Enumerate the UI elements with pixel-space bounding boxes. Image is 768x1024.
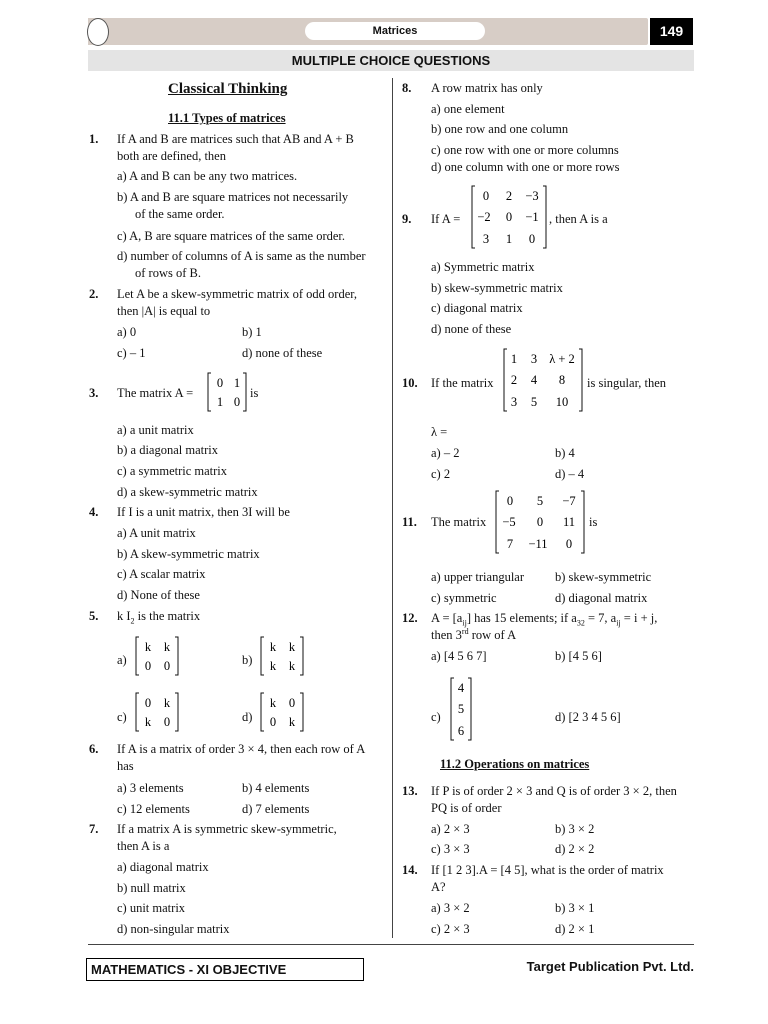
svg-text:3: 3: [482, 232, 490, 246]
svg-text:6: 6: [457, 724, 465, 738]
q1-option-d-cont: of rows of B.: [135, 266, 201, 280]
svg-text:−11: −11: [528, 537, 548, 551]
svg-text:11: 11: [562, 515, 576, 529]
q14-option-a: a) 3 × 2: [431, 901, 470, 915]
q12-number: 12.: [402, 611, 418, 625]
q2-line2: then |A| is equal to: [117, 304, 211, 318]
svg-text:k: k: [269, 640, 277, 654]
q7-option-a: a) diagonal matrix: [117, 860, 209, 874]
q3-number: 3.: [89, 386, 99, 400]
q5-option-d: d): [242, 710, 253, 724]
svg-text:−2: −2: [477, 210, 491, 224]
q5-line1: k $I_2$ is the matrix: [117, 609, 201, 626]
q8-option-c: c) one row with one or more columns: [431, 143, 619, 157]
q11-matrix: [495, 490, 585, 558]
q12-line1: $A = [a_{ij}]$ has 15 elements; if $a_{32} = 7$, $a_{ij} = i + j$,: [431, 611, 658, 628]
q11-option-c: c) symmetric: [431, 591, 497, 605]
svg-text:0: 0: [144, 659, 152, 673]
q1-option-a: a) A and B can be any two matrices.: [117, 169, 298, 183]
q4-option-c: c) A scalar matrix: [117, 567, 206, 581]
svg-text:−3: −3: [525, 189, 539, 203]
q5-number: 5.: [89, 609, 99, 623]
q10-option-d: d) – 4: [555, 467, 585, 481]
svg-text:3: 3: [510, 395, 518, 409]
svg-text:1: 1: [510, 352, 518, 366]
svg-text:0: 0: [565, 537, 573, 551]
q10-option-c: c) 2: [431, 467, 451, 481]
q3-matrix: [207, 372, 247, 416]
q5-option-c: c): [117, 710, 127, 724]
q4-option-a: a) A unit matrix: [117, 526, 196, 540]
q9-option-d: d) none of these: [431, 322, 512, 336]
q12-option-b: b) [4 5 6]: [555, 649, 602, 663]
q4-option-b: b) A skew-symmetric matrix: [117, 547, 260, 561]
q3-stem-end: is: [250, 386, 259, 400]
svg-text:k: k: [269, 659, 277, 673]
q7-option-c: c) unit matrix: [117, 901, 186, 915]
svg-text:−5: −5: [502, 515, 516, 529]
q7-line1: If a matrix A is symmetric skew-symmetric,: [117, 822, 337, 836]
section-title: MULTIPLE CHOICE QUESTIONS: [88, 50, 694, 71]
q5-option-a: a): [117, 653, 127, 667]
q3-m-22: 0: [233, 395, 241, 409]
q9-option-c: c) diagonal matrix: [431, 301, 523, 315]
svg-text:k: k: [288, 659, 296, 673]
svg-text:8: 8: [558, 373, 566, 387]
q2-option-c: c) – 1: [117, 346, 146, 360]
q2-option-b: b) 1: [242, 325, 262, 339]
q13-option-a: a) 2 × 3: [431, 822, 470, 836]
q1-option-b-cont: of the same order.: [135, 207, 225, 221]
q11-option-d: d) diagonal matrix: [555, 591, 648, 605]
q12-line2: then 3rd row of A: [431, 626, 517, 642]
svg-text:0: 0: [505, 210, 513, 224]
q5-matrix-a: [135, 636, 179, 680]
heading-classical-thinking: Classical Thinking: [168, 81, 288, 97]
q6-option-c: c) 12 elements: [117, 802, 190, 816]
q10-stem-end: is singular, then: [587, 376, 667, 390]
q14-line1: If [1 2 3].A = [4 5], what is the order of matrix: [431, 863, 664, 877]
q1-option-d: d) number of columns of A is same as the number: [117, 249, 366, 263]
q10-line2: λ =: [431, 425, 448, 439]
q10-number: 10.: [402, 376, 418, 390]
q6-option-b: b) 4 elements: [242, 781, 310, 795]
svg-text:−7: −7: [562, 494, 576, 508]
q4-number: 4.: [89, 505, 99, 519]
q3-stem: The matrix A =: [117, 386, 194, 400]
svg-text:5: 5: [457, 702, 465, 716]
q12-column-matrix: [450, 677, 472, 745]
subheading-operations: 11.2 Operations on matrices: [440, 757, 590, 771]
svg-text:5: 5: [530, 395, 538, 409]
svg-text:5: 5: [536, 494, 544, 508]
q4-line1: If I is a unit matrix, then 3I will be: [117, 505, 290, 519]
svg-text:4: 4: [457, 681, 465, 695]
svg-text:k: k: [288, 640, 296, 654]
q11-stem-end: is: [589, 515, 598, 529]
footer-rule: [88, 944, 694, 945]
q7-option-b: b) null matrix: [117, 881, 186, 895]
q13-line2: PQ is of order: [431, 801, 502, 815]
q2-option-d: d) none of these: [242, 346, 323, 360]
q1-option-b: b) A and B are square matrices not necessarily: [117, 190, 349, 204]
q8-option-a: a) one element: [431, 102, 505, 116]
q8-option-d: d) one column with one or more rows: [431, 160, 620, 174]
q2-option-a: a) 0: [117, 325, 137, 339]
q13-option-c: c) 3 × 3: [431, 842, 470, 856]
q11-option-a: a) upper triangular: [431, 570, 525, 584]
q12-option-d: d) [2 3 4 5 6]: [555, 710, 621, 724]
svg-text:0: 0: [482, 189, 490, 203]
svg-text:2: 2: [505, 189, 513, 203]
q14-option-d: d) 2 × 1: [555, 922, 595, 936]
svg-text:k: k: [163, 640, 171, 654]
q14-option-b: b) 3 × 1: [555, 901, 595, 915]
q11-option-b: b) skew-symmetric: [555, 570, 652, 584]
q5-option-b: b): [242, 653, 253, 667]
svg-text:0: 0: [144, 696, 152, 710]
q12-option-c: c): [431, 710, 441, 724]
q4-option-d: d) None of these: [117, 588, 200, 602]
svg-text:4: 4: [530, 373, 538, 387]
svg-text:k: k: [144, 640, 152, 654]
q14-line2: A?: [431, 880, 446, 894]
svg-text:1: 1: [505, 232, 513, 246]
header-circle-ornament: [87, 18, 109, 46]
q3-option-a: a) a unit matrix: [117, 423, 194, 437]
q11-stem: The matrix: [431, 515, 487, 529]
q8-option-b: b) one row and one column: [431, 122, 569, 136]
q3-option-b: b) a diagonal matrix: [117, 443, 219, 457]
q8-number: 8.: [402, 81, 412, 95]
chapter-title: Matrices: [305, 22, 485, 40]
svg-text:2: 2: [510, 373, 518, 387]
q1-line1: If A and B are matrices such that AB and A + B: [117, 132, 354, 146]
footer-publisher: Target Publication Pvt. Ltd.: [526, 959, 694, 974]
q1-number: 1.: [89, 132, 99, 146]
svg-text:k: k: [144, 715, 152, 729]
svg-text:k: k: [269, 696, 277, 710]
page-number: 149: [650, 18, 693, 45]
footer-book-title: MATHEMATICS - XI OBJECTIVE: [86, 958, 364, 981]
q7-line2: then A is a: [117, 839, 170, 853]
q13-number: 13.: [402, 784, 418, 798]
svg-text:0: 0: [163, 659, 171, 673]
q3-m-21: 1: [216, 395, 224, 409]
q9-option-a: a) Symmetric matrix: [431, 260, 535, 274]
subheading-types: 11.1 Types of matrices: [168, 111, 286, 125]
svg-text:0: 0: [269, 715, 277, 729]
q9-number: 9.: [402, 212, 412, 226]
q10-stem: If the matrix: [431, 376, 494, 390]
q2-number: 2.: [89, 287, 99, 301]
q6-option-a: a) 3 elements: [117, 781, 184, 795]
svg-text:k: k: [288, 715, 296, 729]
q2-line1: Let A be a skew-symmetric matrix of odd order,: [117, 287, 358, 301]
q1-line2: both are defined, then: [117, 149, 226, 163]
q13-line1: If P is of order 2 × 3 and Q is of order 3 × 2, then: [431, 784, 677, 798]
q10-option-a: a) – 2: [431, 446, 460, 460]
q14-option-c: c) 2 × 3: [431, 922, 470, 936]
svg-text:0: 0: [528, 232, 536, 246]
q9-option-b: b) skew-symmetric matrix: [431, 281, 563, 295]
q9-matrix: [471, 185, 547, 253]
q3-option-c: c) a symmetric matrix: [117, 464, 228, 478]
q3-m-11: 0: [216, 376, 224, 390]
q8-line1: A row matrix has only: [431, 81, 543, 95]
q9-stem: If A =: [431, 212, 461, 226]
q3-option-d: d) a skew-symmetric matrix: [117, 485, 258, 499]
q11-number: 11.: [402, 515, 417, 529]
svg-text:λ + 2: λ + 2: [549, 352, 575, 366]
q13-option-d: d) 2 × 2: [555, 842, 595, 856]
svg-text:0: 0: [288, 696, 296, 710]
column-divider: [392, 78, 393, 938]
svg-text:−1: −1: [525, 210, 539, 224]
q6-line1: If A is a matrix of order 3 × 4, then each row of A: [117, 742, 366, 756]
svg-text:0: 0: [536, 515, 544, 529]
q1-option-c: c) A, B are square matrices of the same order.: [117, 229, 346, 243]
svg-text:10: 10: [555, 395, 569, 409]
svg-text:3: 3: [530, 352, 538, 366]
q5-matrix-c: [135, 692, 179, 736]
q3-m-12: 1: [233, 376, 241, 390]
q6-option-d: d) 7 elements: [242, 802, 310, 816]
svg-text:0: 0: [506, 494, 514, 508]
q6-number: 6.: [89, 742, 99, 756]
svg-text:0: 0: [163, 715, 171, 729]
q10-option-b: b) 4: [555, 446, 575, 460]
svg-text:7: 7: [506, 537, 514, 551]
q7-number: 7.: [89, 822, 99, 836]
q5-matrix-d: [260, 692, 304, 736]
q14-number: 14.: [402, 863, 418, 877]
q13-option-b: b) 3 × 2: [555, 822, 595, 836]
q9-stem-end: , then A is a: [549, 212, 608, 226]
svg-text:k: k: [163, 696, 171, 710]
q6-line2: has: [117, 759, 134, 773]
q5-matrix-b: [260, 636, 304, 680]
q10-matrix: [503, 348, 583, 416]
q12-option-a: a) [4 5 6 7]: [431, 649, 487, 663]
q7-option-d: d) non-singular matrix: [117, 922, 230, 936]
